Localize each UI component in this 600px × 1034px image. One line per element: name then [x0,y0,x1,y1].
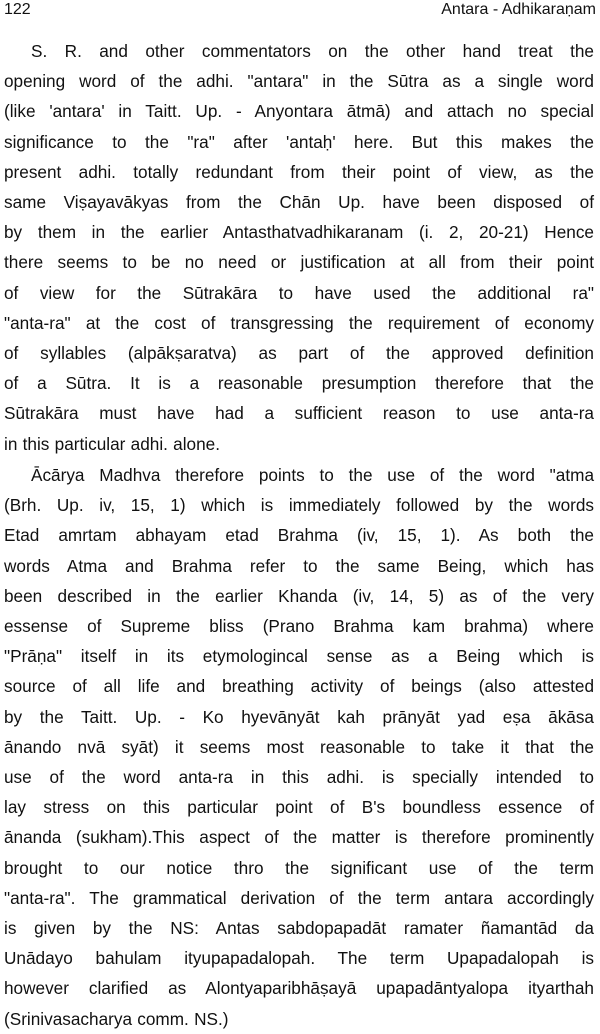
text-line: (Brh. Up. iv, 15, 1) which is immediately followed by the words [4,495,594,516]
text-line: (like 'antara' in Taitt. Up. - Anyontara ātmā) and attach no special [4,101,594,122]
text-line: there seems to be no need or justification at all from their point [4,252,594,273]
paragraph-1 [4,36,594,459]
text-line: same Viṣayavākyas from the Chān Up. have been disposed of [4,192,594,213]
text-line: Ācārya Madhva therefore points to the use of the word "atma [31,465,594,485]
text-line: Etad amrtam abhayam etad Brahma (iv, 15, 1). As both the [4,525,594,546]
text-line: opening word of the adhi. "antara" in the Sūtra as a single word [4,71,594,92]
page-number: 122 [4,1,31,18]
text-line: "anta-ra" at the cost of transgressing the requirement of economy [4,312,594,333]
text-line: by the Taitt. Up. - Ko hyevānyāt kah prānyāt yad eṣa ākāsa [4,706,594,727]
text-line: brought to our notice thro the significant use of the term [4,857,594,878]
text-line: significance to the "ra" after 'antaḥ' here. But this makes the [4,131,594,152]
text-line: of a Sūtra. It is a reasonable presumption therefore that the [4,373,594,394]
text-line: ānanda (sukham).This aspect of the matter is therefore prominently [4,827,594,848]
text-line: lay stress on this particular point of B's boundless essence of [4,797,594,818]
text-line: in this particular adhi. alone. [4,433,221,454]
text-line: "anta-ra". The grammatical derivation of the term antara accordingly [4,887,594,908]
text-line: however clarified as Alontyaparibhāṣayā upapadāntyalopa ityarthah [4,978,594,999]
running-head: Antara - Adhikaraṇam [441,1,596,18]
text-line: is given by the NS: Antas sabdopapadāt ramater ñamantād da [4,918,594,939]
paragraph-2 [4,460,594,1034]
text-line: by them in the earlier Antasthatvadhikaranam (i. 2, 20-21) Hence [4,222,594,243]
text-line: words Atma and Brahma refer to the same Being, which has [4,555,594,576]
text-line: Unādayo bahulam ityupapadalopah. The term Upapadalopah is [4,948,594,969]
text-line: "Prāṇa" itself in its etymologincal sense as a Being which is [4,646,594,667]
text-line: S. R. and other commentators on the other hand treat the [31,41,594,61]
text-line: of syllables (alpākṣaratva) as part of the approved definition [4,343,594,364]
page-header [0,0,600,22]
text-line: source of all life and breathing activity of beings (also attested [4,676,594,697]
text-line: Sūtrakāra must have had a sufficient reason to use anta-ra [4,403,594,424]
text-line: ānando nvā syāt) it seems most reasonable to take it that the [4,736,594,757]
text-line: essense of Supreme bliss (Prano Brahma kam brahma) where [4,616,594,637]
text-line: (Srinivasacharya comm. NS.) [4,1008,229,1029]
text-line: use of the word anta-ra in this adhi. is specially intended to [4,767,594,788]
text-line: been described in the earlier Khanda (iv, 14, 5) as of the very [4,585,594,606]
text-line: present adhi. totally redundant from their point of view, as the [4,161,594,182]
text-line: of view for the Sūtrakāra to have used the additional ra" [4,282,594,303]
